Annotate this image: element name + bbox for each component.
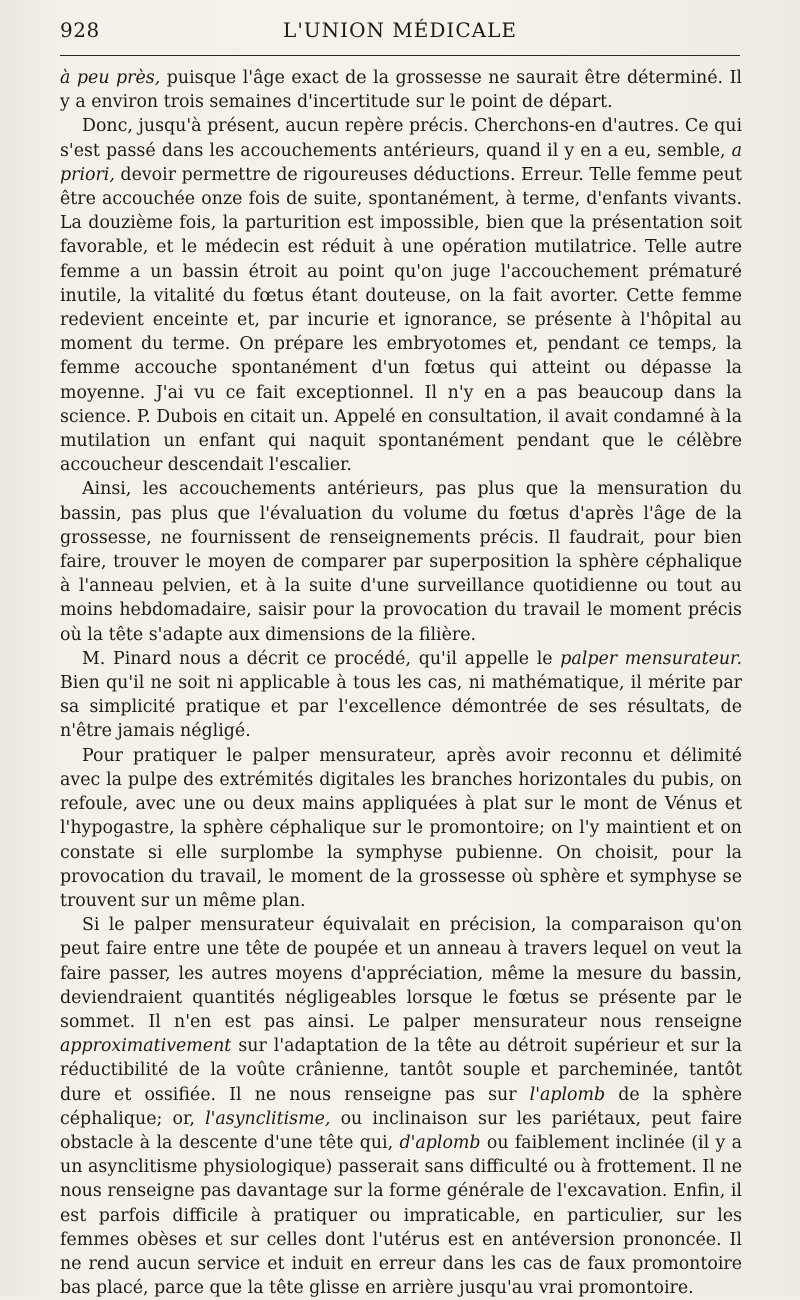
paragraph (60, 114, 742, 477)
text-run: M. Pinard nous a décrit ce procédé, qu'il appelle le (82, 648, 561, 669)
text-run: Bien qu'il ne soit ni applicable à tous les cas, ni mathématique, il mérite par sa simplicité pratique et par l'excellence démontrée de ses résultats, de n'être jamais négligé. (60, 673, 742, 742)
header-rule (60, 55, 740, 56)
paragraph (60, 744, 742, 913)
journal-title: L'UNION MÉDICALE (283, 18, 517, 42)
italic-run: l'asynclitisme, (205, 1108, 331, 1129)
body-text (60, 66, 742, 1300)
paragraph (60, 477, 742, 646)
page-number: 928 (60, 18, 100, 42)
text-run: Donc, jusqu'à présent, aucun repère précis. Cherchons-en d'autres. Ce qui s'est passé dans les accouchements antérieurs, quand il y en a eu, semble, (60, 116, 742, 161)
italic-run: d'aplomb (399, 1132, 481, 1153)
text-run: sur l'adaptation de la tête au détroit supérieur et sur la réductibilité de la voûte crânienne, tantôt souple et parcheminée, tantôt dure et ossifiée. Il ne nous renseigne pas sur (60, 1036, 742, 1105)
text-run: Ainsi, les accouchements antérieurs, pas plus que la mensuration du bassin, pas plus que l'évaluation du volume du fœtus d'après l'âge de la grossesse, ne fournissent de renseignements précis. Il faudrait, pour bien faire, trouver le moyen de comparer par superposition la sphère céphalique à l'anneau pelvien, et à la suite d'une surveillance quotidienne ou tout au moins hebdomadaire, saisir pour la provocation du travail le moment précis où la tête s'adapte aux dimensions de la filière. (60, 479, 742, 645)
text-run: devoir permettre de rigoureuses déductions. Erreur. Telle femme peut être accouchée onze fois de suite, spontanément, à terme, d'enfants vivants. La douzième fois, la parturition est impossible, bien que la présentation soit favorable, et le médecin est réduit à une opération mutilatrice. Telle autre femme a un bassin étroit au point qu'on juge l'accouchement prématuré inutile, la vitalité du fœtus étant douteuse, on la fait avorter. Cette femme redevient enceinte et, par incurie et ignorance, se présente à l'hôpital au moment du terme. On prépare les embryotomes et, pendant ce temps, la femme accouche spontanément d'un fœtus qui atteint ou dépasse la moyenne. J'ai vu ce fait exceptionnel. Il n'y en a pas beaucoup dans la science. P. Dubois en citait un. Appelé en consultation, il avait condamné à la mutilation un enfant qui naquit spontanément pendant que le célèbre accoucheur descendait l'escalier. (60, 164, 742, 476)
italic-run: l'aplomb (529, 1084, 606, 1105)
italic-run: approximativement (60, 1036, 232, 1057)
text-run: puisque l'âge exact de la grossesse ne saurait être déterminé. Il y a environ trois semaines d'incertitude sur le point de départ. (60, 68, 742, 113)
paragraph (60, 66, 742, 114)
text-run: de la sphère céphalique; or, (60, 1084, 742, 1129)
text-run: Pour pratiquer le palper mensurateur, après avoir reconnu et délimité avec la pulpe des extrémités digitales les branches horizontales du pubis, on refoule, avec une ou deux mains appliquées à plat sur le mont de Vénus et l'hypogastre, la sphère céphalique sur le promontoire; on l'y maintient et on constate si elle surplombe la symphyse pubienne. On choisit, pour la provocation du travail, le moment de la grossesse où sphère et symphyse se trouvent sur un même plan. (60, 745, 742, 911)
paragraph (60, 647, 742, 744)
italic-run: a priori, (60, 140, 742, 185)
running-head (60, 18, 740, 50)
italic-run: palper mensurateur. (560, 648, 742, 669)
text-run: ou inclinaison sur les pariétaux, peut faire obstacle à la descente d'une tête qui, (60, 1108, 742, 1153)
text-run: Si le palper mensurateur équivalait en précision, la comparaison qu'on peut faire entre une tête de poupée et un anneau à travers lequel on veut la faire passer, les autres moyens d'appréciation, même la mesure du bassin, deviendraient quantités négligeables lorsque le fœtus se présente par le sommet. Il n'en est pas ainsi. Le palper mensurateur nous renseigne (60, 915, 742, 1032)
italic-run: à peu près, (60, 68, 161, 88)
paragraph (60, 913, 742, 1300)
text-run: ou faiblement inclinée (il y a un asynclitisme physiologique) passerait sans difficulté ou à frottement. Il ne nous renseigne pas davantage sur la forme générale de l'excavation. Enfin, il est parfois difficile à pratiquer ou impraticable, en particulier, sur les femmes obèses et sur celles dont l'utérus est en antéversion prononcée. Il ne rend aucun service et induit en erreur dans les cas de faux promontoire bas placé, parce que la tête glisse en arrière jusqu'au vrai promontoire. (60, 1132, 742, 1299)
